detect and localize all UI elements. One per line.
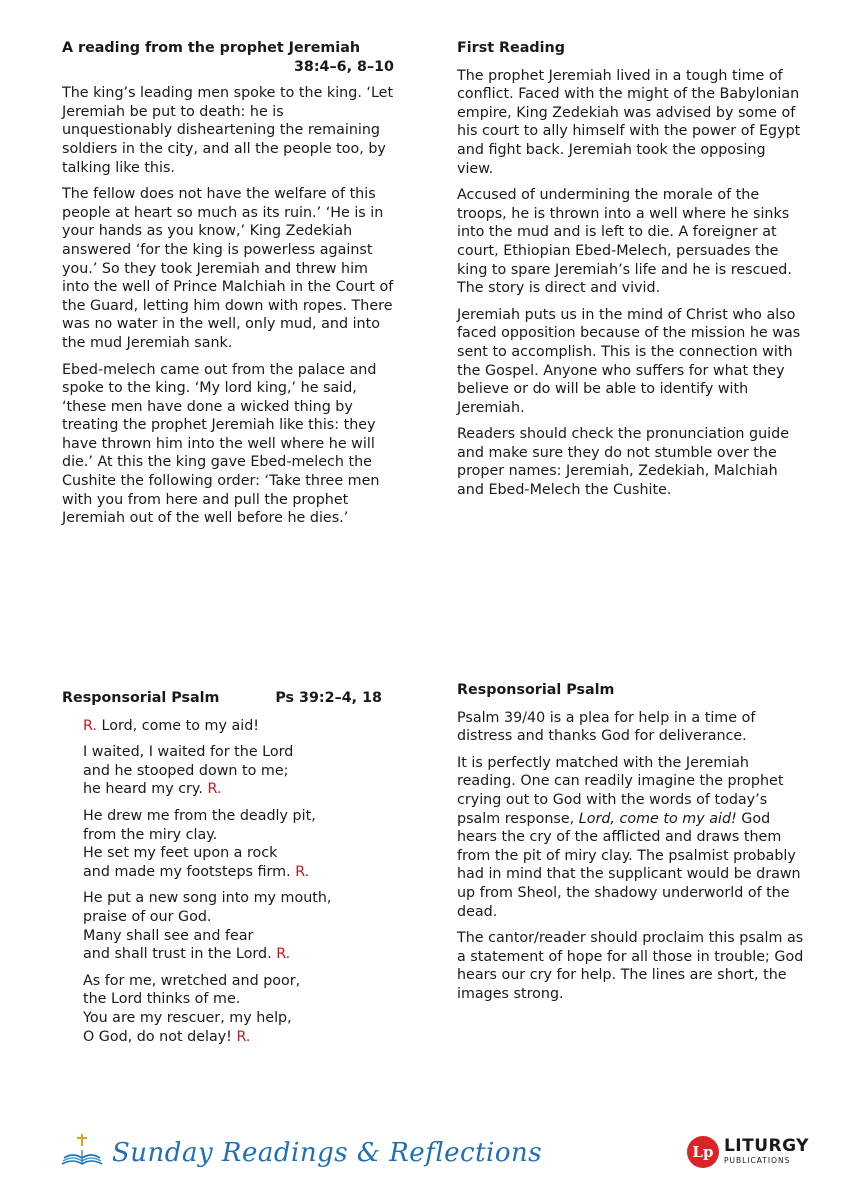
stanza-line: and he stooped down to me; — [83, 762, 289, 779]
psalm-stanza-1 — [83, 743, 394, 799]
psalm-reflection — [457, 681, 805, 1012]
stanza-line: He put a new song into my mouth, — [83, 890, 332, 907]
publisher-text — [724, 1137, 809, 1167]
psalm-reflection-paragraph-3: The cantor/reader should proclaim this psalm as a statement of hope for all those in trouble; God hears our cry for help. The lines are short, the images strong. — [457, 930, 804, 1002]
stanza-line: he heard my cry. R. — [83, 781, 222, 798]
liturgy-logo-icon: Lp — [687, 1136, 719, 1168]
stanza-line: I waited, I waited for the Lord — [83, 744, 294, 761]
psalm-reflection-paragraph-2: It is perfectly matched with the Jeremiah reading. One can readily imagine the prophet crying out to God with the words of today’s psalm response, Lord, come to my aid! God hears the cry of the afflicted and draws them from the pit of miry clay. The psalmist probably had in mind that the supplicant would be drawn up from Sheol, the shadowy underworld of the dead. — [457, 754, 801, 920]
stanza-line: You are my rescuer, my help, — [83, 1009, 292, 1026]
first-reading-heading: First Reading — [457, 40, 565, 56]
stanza-line: praise of our God. — [83, 908, 212, 925]
stanza-line: and shall trust in the Lord. R. — [83, 946, 291, 963]
response-marker: R. — [83, 717, 97, 734]
reading-section — [62, 39, 394, 536]
response-marker: R. — [207, 781, 222, 798]
open-book-cross-icon — [60, 1132, 104, 1174]
publisher-logo — [687, 1136, 809, 1168]
psalm-response-quote: Lord, come to my aid! — [578, 810, 737, 827]
brand-title: Sunday Readings & Reflections — [112, 1137, 543, 1168]
reading-paragraph-3: Ebed-melech came out from the palace and spoke to the king. ‘My lord king,’ he said, ‘these men have done a wicked thing by treating the prophet Jeremiah like this: they have thrown him into the well where he will die.’ At this the king gave Ebed-melech the Cushite the following order: ‘Take three men with you from here and pull the prophet Jeremiah out of the well before he dies.’ — [62, 361, 380, 527]
reflection-paragraph-4: Readers should check the pronunciation guide and make sure they do not stumble over the proper names: Jeremiah, Zedekiah, Malchiah and Ebed-Melech the Cushite. — [457, 426, 789, 499]
psalm-stanza-3 — [83, 889, 394, 963]
stanza-line: the Lord thinks of me. — [83, 991, 241, 1008]
psalm-heading: Responsorial Psalm — [62, 690, 220, 706]
reflection-paragraph-3: Jeremiah puts us in the mind of Christ who also faced opposition because of the mission he was sent to accomplish. This is the connection with the Gospel. Anyone who suffers for what they believe or do will be able to identify with Jeremiah. — [457, 306, 801, 416]
psalm-reference: Ps 39:2–4, 18 — [275, 690, 382, 706]
stanza-line: He drew me from the deadly pit, — [83, 807, 316, 824]
stanza-line: He set my feet upon a rock — [83, 845, 278, 862]
reading-reference: 38:4–6, 8–10 — [293, 58, 394, 75]
psalm-section — [62, 689, 394, 1054]
stanza-line: As for me, wretched and poor, — [83, 972, 301, 989]
psalm-response — [83, 717, 394, 736]
page-footer — [60, 1130, 809, 1175]
reading-heading: A reading from the prophet Jeremiah — [62, 40, 361, 56]
first-reading-reflection — [457, 39, 805, 508]
psalm-stanza-4 — [83, 972, 394, 1046]
publisher-name: LITURGY — [723, 1136, 809, 1156]
brand — [60, 1132, 542, 1174]
stanza-line: O God, do not delay! R. — [83, 1028, 251, 1045]
stanza-line: Many shall see and fear — [83, 927, 254, 944]
stanza-line: from the miry clay. — [83, 826, 218, 843]
reflection-paragraph-1: The prophet Jeremiah lived in a tough time of conflict. Faced with the might of the Babylonian empire, King Zedekiah was advised by some of his court to ally himself with the power of Egypt and fight back. Jeremiah took the opposing view. — [457, 67, 801, 177]
response-marker: R. — [236, 1028, 251, 1045]
reading-paragraph-2: The fellow does not have the welfare of this people at heart so much as its ruin.’ ‘He is in your hands as you know,’ King Zedekiah answered ‘for the king is powerless against you.’ So they took Jeremiah and threw him into the well of Prince Malchiah in the Court of the Guard, letting him down with ropes. There was no water in the well, only mud, and into the mud Jeremiah sank. — [62, 186, 394, 351]
psalm-reflection-heading: Responsorial Psalm — [457, 682, 615, 698]
stanza-line: and made my footsteps firm. R. — [83, 863, 310, 880]
psalm-reflection-paragraph-1: Psalm 39/40 is a plea for help in a time of distress and thanks God for deliverance. — [457, 709, 756, 745]
response-marker: R. — [276, 946, 291, 963]
reading-paragraph-1: The king’s leading men spoke to the king. ‘Let Jeremiah be put to death: he is unquestionably disheartening the remaining soldiers in the city, and all the people too, by talking like this. — [62, 85, 394, 176]
psalm-stanza-2 — [83, 807, 394, 881]
reflection-paragraph-2: Accused of undermining the morale of the troops, he is thrown into a well where he sinks into the mud and is left to die. A foreigner at court, Ethiopian Ebed-Melech, persuades the king to spare Jeremiah’s life and he is rescued. The story is direct and vivid. — [457, 187, 792, 297]
response-text: Lord, come to my aid! — [101, 717, 260, 734]
psalm-header — [62, 689, 382, 708]
publisher-sub: PUBLICATIONS — [723, 1156, 791, 1165]
response-marker: R. — [295, 863, 310, 880]
